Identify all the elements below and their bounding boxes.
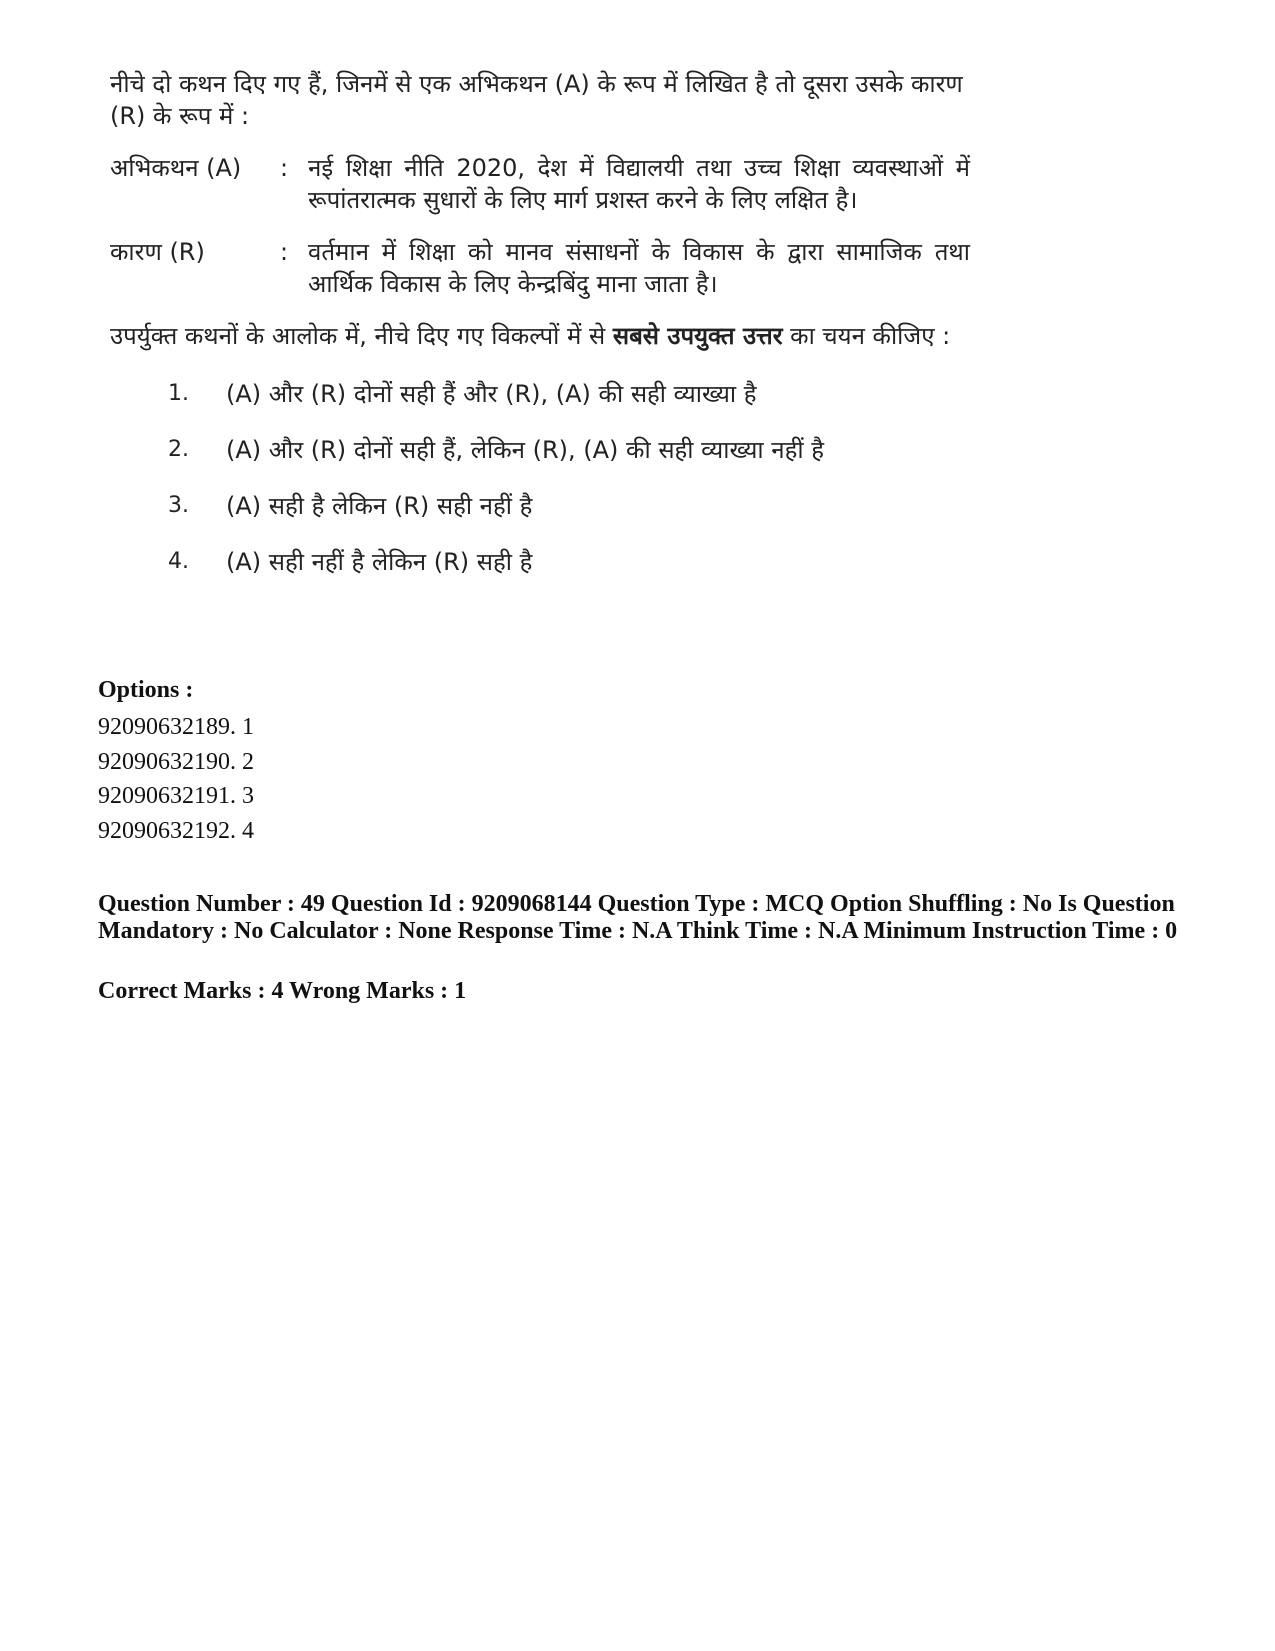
question-intro: नीचे दो कथन दिए गए हैं, जिनमें से एक अभिकथन (A) के रूप में लिखित है तो दूसरा उसके कारण (R) के रूप में : — [110, 70, 963, 130]
reason-label: कारण (R) — [110, 238, 205, 266]
options-list — [98, 710, 254, 848]
choice-text: (A) और (R) दोनों सही हैं और (R), (A) की सही व्याख्या है — [226, 380, 757, 408]
marks-info: Correct Marks : 4 Wrong Marks : 1 — [98, 978, 467, 1004]
choice-text: (A) और (R) दोनों सही हैं, लेकिन (R), (A) की सही व्याख्या नहीं है — [226, 436, 824, 464]
assertion-label: अभिकथन (A) — [110, 154, 242, 182]
choice-item — [110, 534, 970, 590]
instruction — [110, 320, 970, 352]
option-item: 92090632190. 2 — [98, 748, 254, 775]
instruction-post: का चयन कीजिए : — [782, 322, 951, 350]
option-item: 92090632191. 3 — [98, 783, 254, 809]
choice-list — [110, 366, 970, 590]
choice-item — [110, 478, 970, 534]
choice-number: 3. — [168, 493, 189, 518]
choice-number: 4. — [168, 549, 189, 574]
options-heading: Options : — [98, 677, 194, 703]
reason-statement — [110, 236, 970, 300]
choice-number: 2. — [168, 437, 189, 462]
choice-text: (A) सही है लेकिन (R) सही नहीं है — [226, 492, 533, 520]
choice-number: 1. — [168, 381, 189, 406]
assertion-colon: : — [280, 154, 289, 182]
option-item: 92090632192. 4 — [98, 817, 254, 844]
choice-item — [110, 422, 970, 478]
instruction-pre: उपर्युक्त कथनों के आलोक में, नीचे दिए गए विकल्पों में से — [110, 322, 613, 350]
reason-colon: : — [280, 238, 289, 266]
assertion-statement — [110, 152, 970, 216]
instruction-bold: सबसे उपयुक्त उत्तर — [612, 322, 783, 350]
reason-text: वर्तमान में शिक्षा को मानव संसाधनों के विकास के द्वारा सामाजिक तथा आर्थिक विकास के लिए केन्द्रबिंदु माना जाता है। — [308, 238, 970, 298]
option-item: 92090632189. 1 — [98, 714, 254, 740]
assertion-text: नई शिक्षा नीति 2020, देश में विद्यालयी तथा उच्च शिक्षा व्यवस्थाओं में रूपांतरात्मक सुधारों के लिए मार्ग प्रशस्त करने के लिए लक्षित है। — [308, 154, 970, 214]
question-info: Question Number : 49 Question Id : 9209068144 Question Type : MCQ Option Shuffling : No Is Question Mandatory : No Calculator : None Response Time : N.A Think Time : N.A Minimum Instruction Time : 0 — [98, 891, 1178, 944]
choice-text: (A) सही नहीं है लेकिन (R) सही है — [226, 548, 533, 576]
choice-item — [110, 366, 970, 422]
question-image-block — [110, 68, 970, 590]
